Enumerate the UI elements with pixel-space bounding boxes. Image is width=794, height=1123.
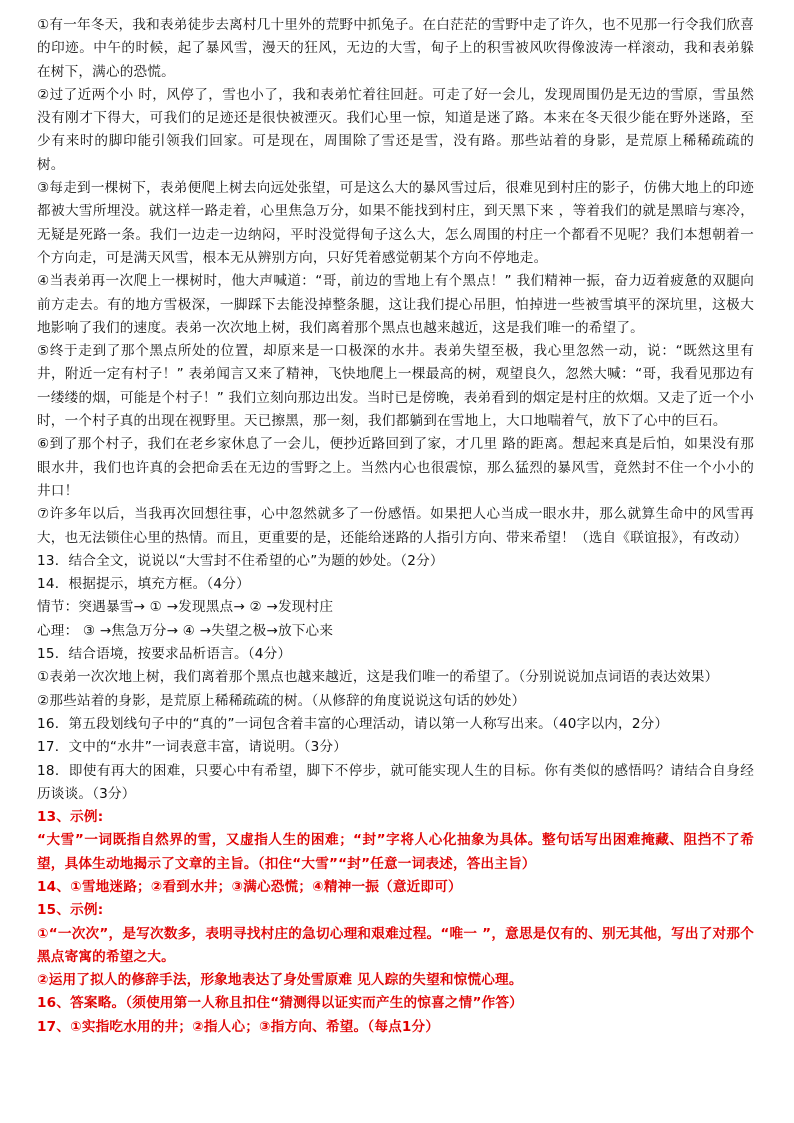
answer-16: 16、答案略。（须使用第一人称且扣住“猜测得以证实而产生的惊喜之情”作答） [37,995,523,1012]
question-15-item-1: ①表弟一次次地上树，我们离着那个黑点也越来越近，这是我们唯一的希望了。（分别说说加点词语的表达效果） [37,669,719,686]
answer-15-item-1: ①“一次次”，是写次数多，表明寻找村庄的急切心理和艰难过程。“唯一 ”，意思是仅有的、别无其他，写出了对那个黑点寄寓的希望之大。 [37,925,754,965]
passage-paragraph-3: ③每走到一棵树下，表弟便爬上树去向远处张望，可是这么大的暴风雪过后，很难见到村庄的影子，仿佛大地上的印迹都被大雪所埋没。就这样一路走着，心里焦急万分，如果不能找到村庄，到天黑下来 ，等着我们的就是黑暗与寒冷，无疑是死路一条。我们一边走一边纳闷，平时没觉得甸子这么大，怎么周围的村庄一个都看不见呢？我们本想朝着一个方向走，可是满天风雪，根本无从辨别方向，只好凭着感觉朝某个方向不停地走。 [37,180,754,266]
answer-14: 14、①雪地迷路；②看到水井；③满心恐慌；④精神一振（意近即可） [37,878,462,895]
question-17: 17．文中的“水井”一词表意丰富，请说明。（3分） [37,739,348,756]
passage-paragraph-2: ②过了近两个小 时，风停了，雪也小了，我和表弟忙着往回赶。可走了好一会儿，发现周围仍是无边的雪原，雪虽然没有刚才下得大，可我们的足迹还是很快被湮灭。我们心里一惊，知道是迷了路。本来在冬天很少能在野外迷路，至少有来时的脚印能引领我们回家。可是现在，周围除了雪还是雪，没有路。那些站着的身影，是荒原上稀稀疏疏的树。 [37,86,754,173]
question-14: 14．根据提示，填充方框。（4分） [37,576,250,593]
answer-15-heading: 15、示例: [37,902,104,919]
question-15: 15．结合语境，按要求品析语言。（4分） [37,646,292,663]
answer-13-heading: 13、示例: [37,809,104,826]
question-16: 16．第五段划线句子中的“真的”一词包含着丰富的心理活动，请以第一人称写出来。（40字以内，2分） [37,715,669,732]
answer-13-body: “大雪”一词既指自然界的雪，又虚指人生的困难；“封”字将人心化抽象为具体。整句话写出困难掩藏、阻挡不了希望，具体生动地揭示了文章的主旨。（扣住“大雪”“封”任意一词表述，答出主旨） [37,832,754,872]
passage-paragraph-5: ⑤终于走到了那个黑点所处的位置，却原来是一口极深的水井。表弟失望至极，我心里忽然一动，说：“既然这里有井，附近一定有村子！” 表弟闻言又来了精神，飞快地爬上一棵最高的树，观望良久，忽然大喊：“哥，我看见那边有一缕缕的烟，可能是个村子！” 我们立刻向那边出发。当时已是傍晚，表弟看到的烟定是村庄的炊烟。又走了近一个小时，一个村子真的出现在视野里。天已擦黑，那一刻，我们都躺到在雪地上，大口地喘着气，放下了心中的巨石。 [37,343,754,430]
passage-paragraph-1: ①有一年冬天，我和表弟徒步去离村几十里外的荒野中抓兔子。在白茫茫的雪野中走了许久，也不见那一行令我们欣喜的印迹。中午的时候，起了暴风雪，漫天的狂风，无边的大雪，甸子上的积雪被风吹得像波涛一样滚动，我和表弟躲在树下，满心的恐慌。 [37,17,754,80]
question-15-item-2: ②那些站着的身影，是荒原上稀稀疏疏的树。（从修辞的角度说说这句话的妙处） [37,692,526,709]
passage-paragraph-7: ⑦许多年以后，当我再次回想往事，心中忽然就多了一份感悟。如果把人心当成一眼水井，那么就算生命中的风雪再大，也无法锁住心里的热情。而且，更重要的是，还能给迷路的人指引方向、带来希望！（选自《联谊报》，有改动） [37,506,754,546]
answer-17: 17、①实指吃水用的井；②指人心；③指方向、希望。（每点1分） [37,1018,440,1035]
passage-paragraph-4: ④当表弟再一次爬上一棵树时，他大声喊道：“哥，前边的雪地上有个黑点！” 我们精神一振，奋力迈着疲惫的双腿向前方走去。有的地方雪极深，一脚踩下去能没掉整条腿，这让我们提心吊胆，怕掉进一些被雪填平的深坑里，这极大地影响了我们的速度。表弟一次次地上树，我们离着那个黑点也越来越近，这是我们唯一的希望了。 [37,273,754,336]
question-14-plot-line: 情节：突遇暴雪→ ① →发现黑点→ ② →发现村庄 [37,599,334,616]
question-14-mind-line: 心理： ③ →焦急万分→ ④ →失望之极→放下心来 [37,622,334,639]
question-18: 18．即使有再大的困难，只要心中有希望，脚下不停步，就可能实现人生的目标。你有类似的感悟吗？请结合自身经历谈谈。（3分） [37,762,754,802]
passage-paragraph-6: ⑥到了那个村子，我们在老乡家休息了一会儿，便抄近路回到了家，才几里 路的距离。想起来真是后怕，如果没有那眼水井，我们也许真的会把命丢在无边的雪野之上。当然内心也很震惊，那么猛烈的暴风雪，竟然封不住一个小小的井口！ [37,436,754,499]
question-13: 13．结合全文，说说以“大雪封不住希望的心”为题的妙处。（2分） [37,552,444,569]
answer-15-item-2: ②运用了拟人的修辞手法，形象地表达了身处雪原难 见人踪的失望和惊慌心理。 [37,972,523,989]
